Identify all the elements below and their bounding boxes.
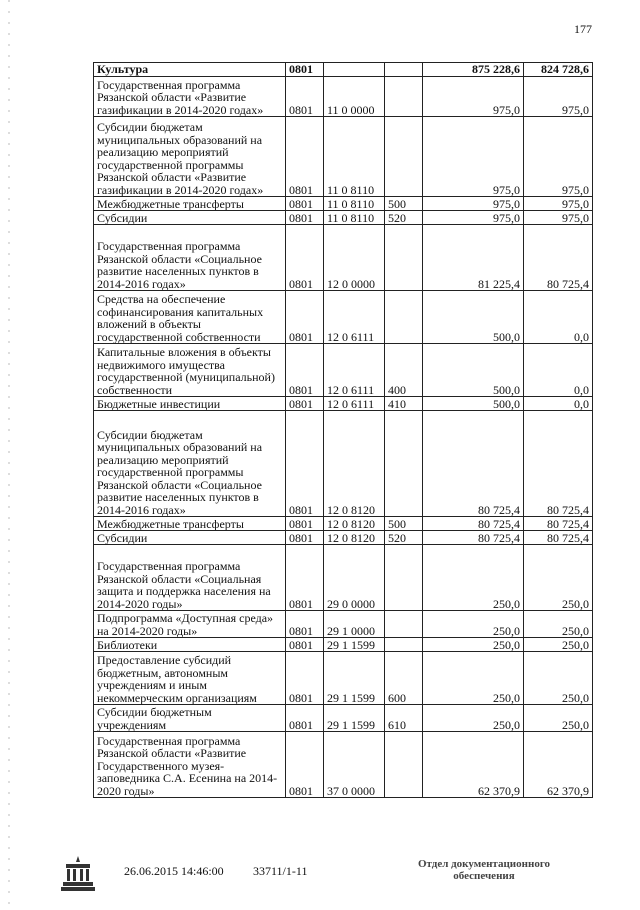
amount-2016-cell: 250,0 <box>524 705 593 732</box>
amount-2015-cell: 80 725,4 <box>423 531 524 545</box>
page-number: 177 <box>574 22 592 36</box>
section-code-cell: 0801 <box>286 611 324 638</box>
target-article-cell <box>324 63 385 77</box>
expense-type-cell <box>385 638 423 652</box>
target-article-cell: 29 0 0000 <box>324 545 385 611</box>
expense-type-cell: 410 <box>385 397 423 411</box>
amount-2015-cell: 250,0 <box>423 611 524 638</box>
target-article-cell: 12 0 6111 <box>324 397 385 411</box>
section-code-cell: 0801 <box>286 638 324 652</box>
expense-type-cell <box>385 411 423 517</box>
target-article-cell: 12 0 6111 <box>324 344 385 397</box>
target-article-cell: 12 0 8120 <box>324 531 385 545</box>
table-row <box>94 705 593 732</box>
amount-2016-cell: 80 725,4 <box>524 225 593 291</box>
amount-2016-cell: 250,0 <box>524 652 593 705</box>
item-name-cell: Капитальные вложения в объекты недвижимого имущества государственной (муниципальной) собственности <box>94 344 286 397</box>
expense-type-cell: 520 <box>385 531 423 545</box>
item-name-cell: Бюджетные инвестиции <box>94 397 286 411</box>
amount-2016-cell: 975,0 <box>524 77 593 117</box>
expense-type-cell <box>385 291 423 344</box>
amount-2016-cell: 80 725,4 <box>524 531 593 545</box>
table-row <box>94 344 593 397</box>
item-name-cell: Средства на обеспечение софинансирования капитальных вложений в объекты государственной собственности <box>94 291 286 344</box>
table-row <box>94 225 593 291</box>
section-code-cell: 0801 <box>286 517 324 531</box>
amount-2015-cell: 500,0 <box>423 344 524 397</box>
item-name-cell: Государственная программа Рязанской области «Социальная защита и поддержка населения на 2014-2020 годы» <box>94 545 286 611</box>
item-name-cell: Межбюджетные трансферты <box>94 517 286 531</box>
binding-marks <box>8 0 10 905</box>
expense-type-cell <box>385 225 423 291</box>
amount-2015-cell: 975,0 <box>423 197 524 211</box>
section-code-cell: 0801 <box>286 411 324 517</box>
table-row <box>94 77 593 117</box>
table-row <box>94 211 593 225</box>
seal-logo <box>58 852 98 894</box>
amount-2016-cell: 0,0 <box>524 344 593 397</box>
amount-2015-cell: 975,0 <box>423 77 524 117</box>
amount-2015-cell: 975,0 <box>423 117 524 197</box>
item-name-cell: Государственная программа Рязанской области «Социальное развитие населенных пунктов в 2014-2016 годах» <box>94 225 286 291</box>
target-article-cell: 11 0 8110 <box>324 117 385 197</box>
amount-2015-cell: 81 225,4 <box>423 225 524 291</box>
amount-2016-cell: 80 725,4 <box>524 411 593 517</box>
footer-document-number: 33711/1-11 <box>253 864 308 878</box>
expense-type-cell: 600 <box>385 652 423 705</box>
section-code-cell: 0801 <box>286 732 324 798</box>
amount-2016-cell: 250,0 <box>524 638 593 652</box>
expense-type-cell: 520 <box>385 211 423 225</box>
item-name-cell: Культура <box>94 63 286 77</box>
amount-2015-cell: 500,0 <box>423 291 524 344</box>
table-row <box>94 611 593 638</box>
table-row <box>94 291 593 344</box>
table-row <box>94 638 593 652</box>
amount-2016-cell: 80 725,4 <box>524 517 593 531</box>
section-code-cell: 0801 <box>286 63 324 77</box>
section-code-cell: 0801 <box>286 211 324 225</box>
expense-type-cell: 500 <box>385 517 423 531</box>
amount-2016-cell: 250,0 <box>524 545 593 611</box>
table-row <box>94 531 593 545</box>
section-code-cell: 0801 <box>286 197 324 211</box>
target-article-cell: 11 0 8110 <box>324 211 385 225</box>
amount-2016-cell: 0,0 <box>524 397 593 411</box>
section-code-cell: 0801 <box>286 344 324 397</box>
amount-2015-cell: 250,0 <box>423 652 524 705</box>
amount-2015-cell: 250,0 <box>423 705 524 732</box>
section-code-cell: 0801 <box>286 545 324 611</box>
expense-type-cell <box>385 732 423 798</box>
section-code-cell: 0801 <box>286 531 324 545</box>
amount-2016-cell: 975,0 <box>524 211 593 225</box>
expense-type-cell: 500 <box>385 197 423 211</box>
item-name-cell: Субсидии бюджетным учреждениям <box>94 705 286 732</box>
section-code-cell: 0801 <box>286 291 324 344</box>
item-name-cell: Субсидии бюджетам муниципальных образований на реализацию мероприятий государственной программы Рязанской области «Развитие газификации в 2014-2020 годах» <box>94 117 286 197</box>
table-row <box>94 411 593 517</box>
target-article-cell: 29 1 1599 <box>324 705 385 732</box>
section-code-cell: 0801 <box>286 397 324 411</box>
target-article-cell: 29 1 0000 <box>324 611 385 638</box>
target-article-cell: 37 0 0000 <box>324 732 385 798</box>
table-row <box>94 397 593 411</box>
amount-2016-cell: 975,0 <box>524 197 593 211</box>
target-article-cell: 11 0 0000 <box>324 77 385 117</box>
amount-2015-cell: 500,0 <box>423 397 524 411</box>
amount-2015-cell: 975,0 <box>423 211 524 225</box>
item-name-cell: Субсидии <box>94 211 286 225</box>
amount-2015-cell: 80 725,4 <box>423 411 524 517</box>
expense-type-cell: 400 <box>385 344 423 397</box>
amount-2016-cell: 250,0 <box>524 611 593 638</box>
target-article-cell: 12 0 8120 <box>324 517 385 531</box>
target-article-cell: 29 1 1599 <box>324 638 385 652</box>
amount-2015-cell: 250,0 <box>423 638 524 652</box>
item-name-cell: Предоставление субсидий бюджетным, автономным учреждениям и иным некоммерческим организациям <box>94 652 286 705</box>
table-row <box>94 197 593 211</box>
expense-type-cell <box>385 117 423 197</box>
target-article-cell: 29 1 1599 <box>324 652 385 705</box>
expense-type-cell: 610 <box>385 705 423 732</box>
amount-2015-cell: 80 725,4 <box>423 517 524 531</box>
target-article-cell: 12 0 6111 <box>324 291 385 344</box>
section-code-cell: 0801 <box>286 652 324 705</box>
amount-2015-cell: 62 370,9 <box>423 732 524 798</box>
item-name-cell: Государственная программа Рязанской области «Развитие Государственного музея-заповедника С.А. Есенина на 2014-2020 годы» <box>94 732 286 798</box>
table-header-row <box>94 63 593 77</box>
table-row <box>94 732 593 798</box>
amount-2015-cell: 875 228,6 <box>423 63 524 77</box>
expense-type-cell <box>385 77 423 117</box>
amount-2016-cell: 0,0 <box>524 291 593 344</box>
table-row <box>94 117 593 197</box>
item-name-cell: Библиотеки <box>94 638 286 652</box>
budget-table <box>93 62 593 798</box>
table-row <box>94 652 593 705</box>
target-article-cell: 12 0 0000 <box>324 225 385 291</box>
amount-2016-cell: 62 370,9 <box>524 732 593 798</box>
amount-2016-cell: 824 728,6 <box>524 63 593 77</box>
expense-type-cell <box>385 611 423 638</box>
item-name-cell: Государственная программа Рязанской области «Развитие газификации в 2014-2020 годах» <box>94 77 286 117</box>
expense-type-cell <box>385 63 423 77</box>
amount-2016-cell: 975,0 <box>524 117 593 197</box>
item-name-cell: Подпрограмма «Доступная среда» на 2014-2020 годы» <box>94 611 286 638</box>
item-name-cell: Межбюджетные трансферты <box>94 197 286 211</box>
target-article-cell: 12 0 8120 <box>324 411 385 517</box>
footer-department-stamp: Отдел документационного обеспечения <box>417 858 551 882</box>
footer-date: 26.06.2015 14:46:00 <box>124 864 224 878</box>
expense-type-cell <box>385 545 423 611</box>
section-code-cell: 0801 <box>286 705 324 732</box>
table-row <box>94 545 593 611</box>
item-name-cell: Субсидии <box>94 531 286 545</box>
section-code-cell: 0801 <box>286 117 324 197</box>
section-code-cell: 0801 <box>286 77 324 117</box>
target-article-cell: 11 0 8110 <box>324 197 385 211</box>
section-code-cell: 0801 <box>286 225 324 291</box>
table-row <box>94 517 593 531</box>
item-name-cell: Субсидии бюджетам муниципальных образований на реализацию мероприятий государственной программы Рязанской области «Социальное развитие населенных пунктов в 2014-2016 годах» <box>94 411 286 517</box>
amount-2015-cell: 250,0 <box>423 545 524 611</box>
